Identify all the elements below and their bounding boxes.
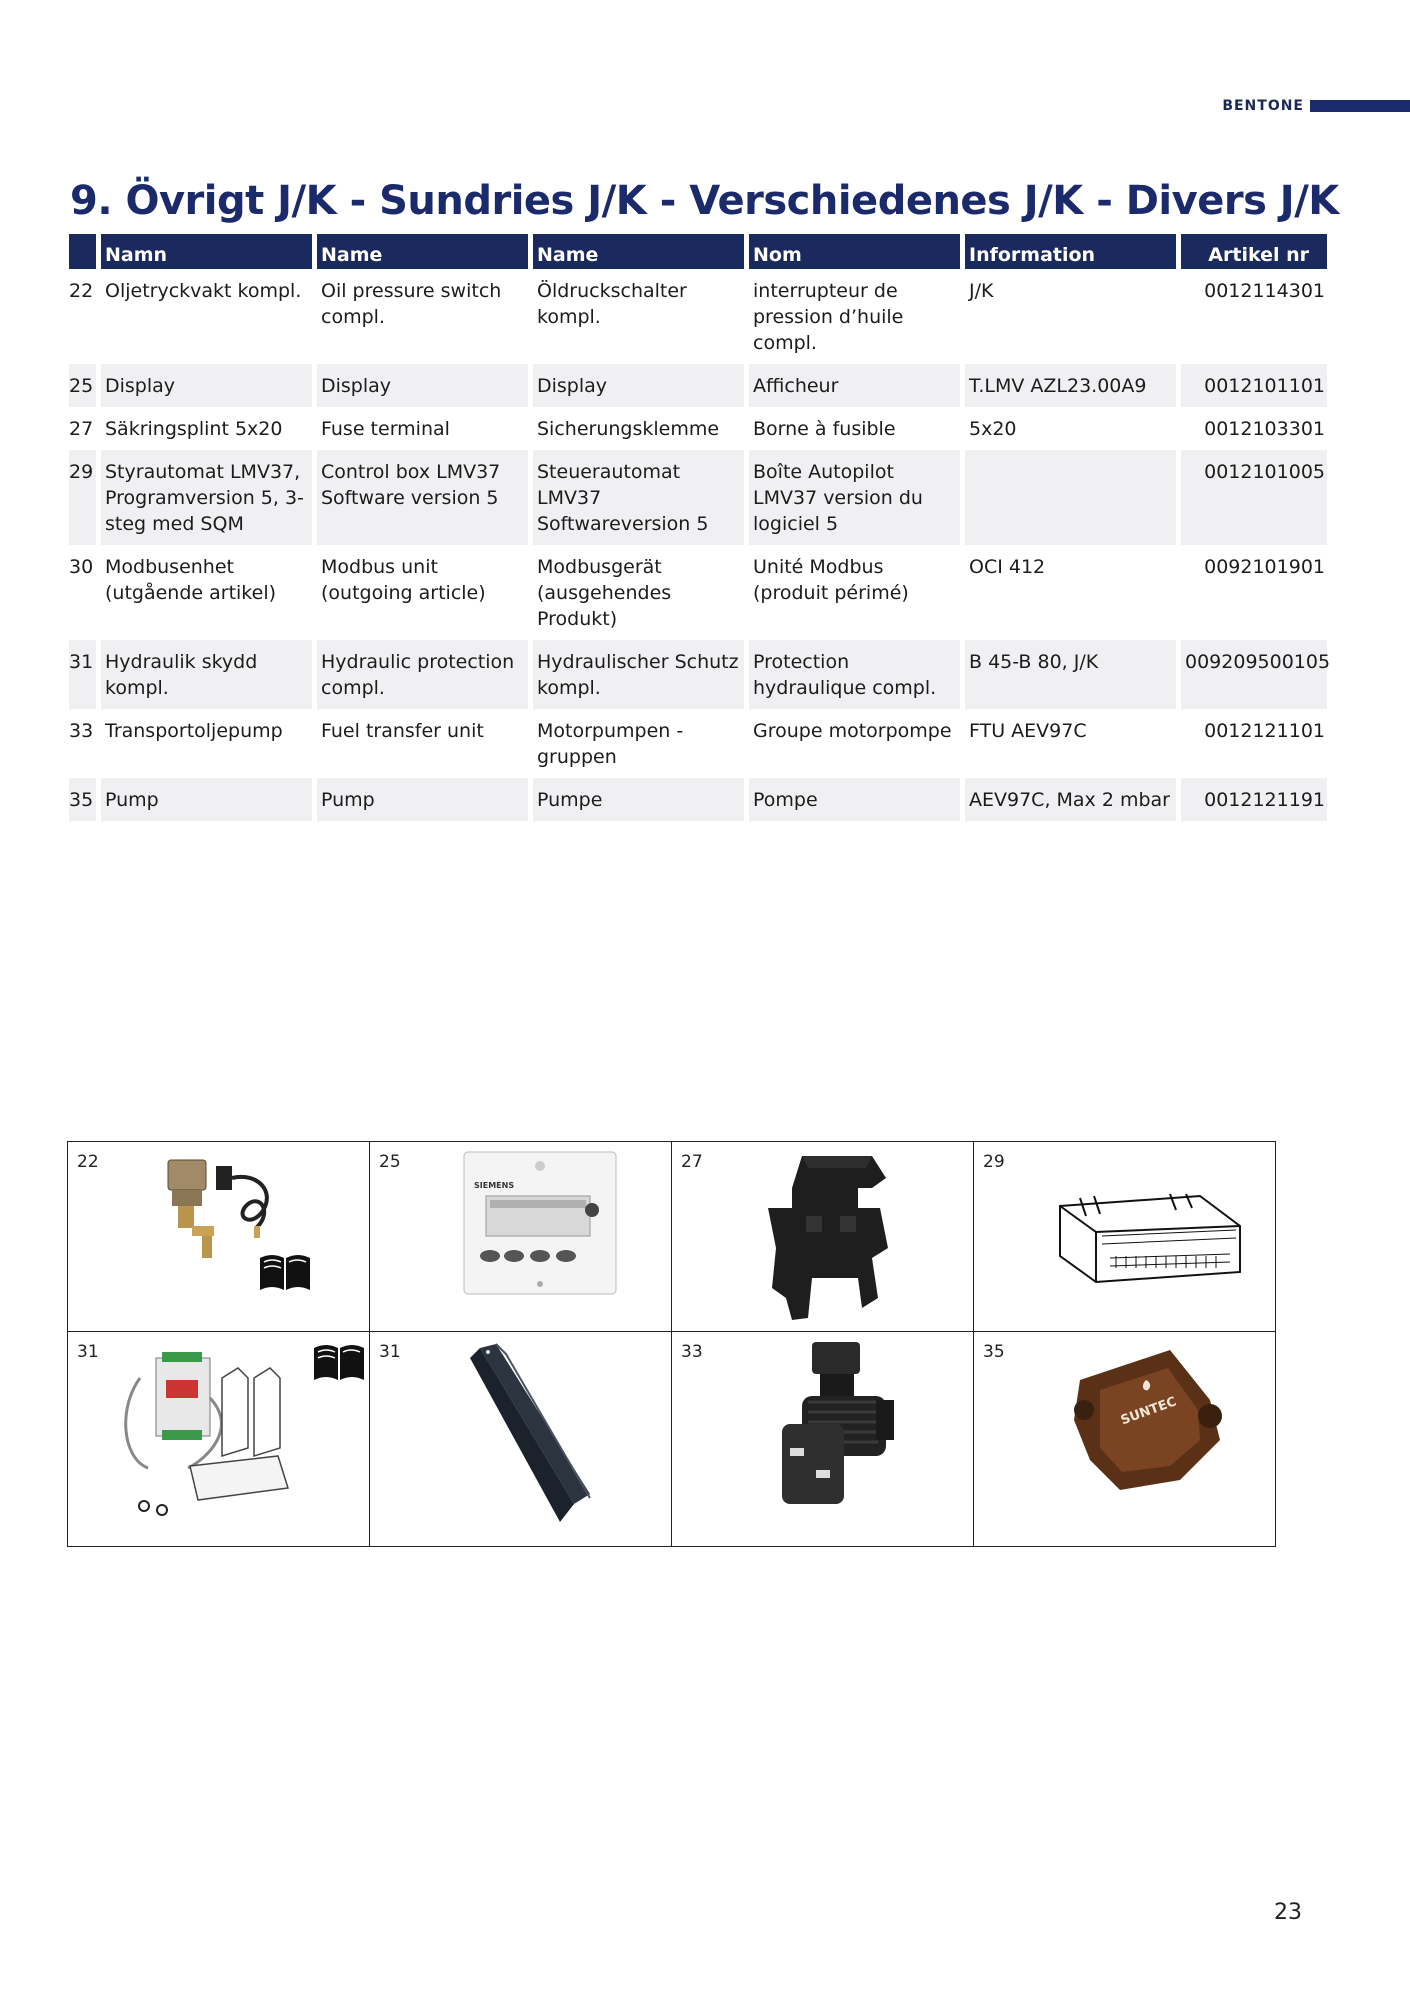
cell-name-fr: Boîte Autopilot LMV37 version du logiciel 5 [749, 450, 960, 545]
cell-name-de: Steuerautomat LMV37 Softwareversion 5 [533, 450, 744, 545]
figure-cell [68, 1142, 370, 1332]
table-row [69, 640, 1327, 709]
page-number: 23 [1274, 1900, 1302, 1925]
hydraulic-cover-icon [466, 1338, 596, 1538]
cell-name-fr: Protection hydraulique compl. [749, 640, 960, 709]
header-name-de: Name [533, 234, 744, 269]
cell-information: T.LMV AZL23.00A9 [965, 364, 1176, 407]
cell-name-sv: Säkringsplint 5x20 [105, 418, 283, 440]
cell-name-de: Hydraulischer Schutz kompl. [533, 640, 744, 709]
cell-name-fr: Pompe [749, 778, 960, 821]
cell-name-fr: Borne à fusible [753, 418, 896, 440]
figure-cell [672, 1142, 974, 1332]
brand-bar [1310, 100, 1410, 112]
cell-name-fr: interrupteur de pression d’huile compl. [753, 280, 904, 354]
cell-article-number: 0012101005 [1181, 450, 1327, 545]
figure-cell [974, 1142, 1276, 1332]
cell-name-sv: Hydraulik skydd kompl. [101, 640, 312, 709]
header-number [69, 234, 96, 269]
brand-name: BENTONE [1222, 98, 1304, 114]
figure-number: 22 [77, 1152, 99, 1172]
cell-information [965, 450, 1176, 545]
cell-information: J/K [969, 280, 994, 302]
cell-name-sv: Transportoljepump [105, 720, 283, 742]
cell-article-number: 009209500105 [1181, 640, 1327, 709]
table-row [69, 269, 1327, 364]
figure-number: 31 [77, 1342, 99, 1362]
cell-name-de: Sicherungsklemme [537, 418, 720, 440]
cell-name-de: Öldruckschalter kompl. [537, 280, 687, 328]
pump-brand-label: SUNTEC [1118, 1394, 1179, 1429]
table-row [69, 778, 1327, 821]
cell-name-sv: Pump [101, 778, 312, 821]
cell-information: B 45-B 80, J/K [965, 640, 1176, 709]
row-number: 30 [69, 556, 94, 578]
figure-number: 31 [379, 1342, 401, 1362]
cell-name-sv: Modbusenhet (utgående artikel) [105, 556, 277, 604]
cell-name-de: Modbusgerät (ausgehendes Produkt) [537, 556, 672, 630]
fuse-terminal-icon [762, 1148, 902, 1328]
page-title: 9. Övrigt J/K - Sundries J/K - Verschiedenes J/K - Divers J/K [70, 178, 1339, 224]
cell-name-fr: Unité Modbus (produit périmé) [753, 556, 909, 604]
figure-cell [370, 1332, 672, 1547]
table-row [69, 545, 1327, 640]
table-header-row [69, 234, 1327, 269]
cell-article-number: 0092101901 [1204, 556, 1325, 578]
cell-information: OCI 412 [969, 556, 1046, 578]
modbus-unit-icon [118, 1338, 318, 1538]
figure-grid [67, 1141, 1276, 1547]
figure-cell [974, 1332, 1276, 1547]
row-number: 33 [69, 720, 94, 742]
control-box-icon [1050, 1186, 1250, 1286]
cell-name-en: Fuel transfer unit [321, 720, 484, 742]
cell-name-sv: Styrautomat LMV37, Programversion 5, 3-steg med SQM [101, 450, 312, 545]
header-article-number: Artikel nr [1181, 234, 1327, 269]
display-panel-icon [460, 1148, 620, 1298]
cell-name-en: Oil pressure switch compl. [321, 280, 502, 328]
cell-name-de: Display [533, 364, 744, 407]
cell-information: FTU AEV97C [969, 720, 1087, 742]
table-row [69, 709, 1327, 778]
parts-table [64, 234, 1332, 821]
table-row [69, 364, 1327, 407]
figure-cell [672, 1332, 974, 1547]
cell-name-fr: Groupe motorpompe [753, 720, 952, 742]
row-number: 22 [69, 280, 94, 302]
motor-pump-icon [768, 1336, 908, 1536]
row-number: 35 [69, 778, 96, 821]
cell-name-de: Pumpe [533, 778, 744, 821]
manual-book-icon [310, 1340, 368, 1384]
cell-article-number: 0012114301 [1204, 280, 1325, 302]
header-name-en: Name [317, 234, 528, 269]
header-name-fr: Nom [749, 234, 960, 269]
header-name-sv: Namn [101, 234, 312, 269]
table-row [69, 407, 1327, 450]
cell-name-en: Hydraulic protection compl. [317, 640, 528, 709]
cell-name-de: Motorpumpen -gruppen [537, 720, 684, 768]
row-number: 27 [69, 418, 94, 440]
cell-name-en: Modbus unit (outgoing article) [321, 556, 486, 604]
row-number: 29 [69, 450, 96, 545]
figure-number: 29 [983, 1152, 1005, 1172]
cell-name-en: Display [317, 364, 528, 407]
figure-cell [370, 1142, 672, 1332]
cell-article-number: 0012101101 [1181, 364, 1327, 407]
pump-icon [1060, 1340, 1230, 1500]
cell-article-number: 0012121191 [1181, 778, 1327, 821]
manual-book-icon [256, 1250, 314, 1294]
cell-name-en: Fuse terminal [321, 418, 450, 440]
header-information: Information [965, 234, 1176, 269]
figure-number: 33 [681, 1342, 703, 1362]
figure-number: 35 [983, 1342, 1005, 1362]
figure-number: 27 [681, 1152, 703, 1172]
cell-name-fr: Afficheur [749, 364, 960, 407]
cell-name-sv: Display [101, 364, 312, 407]
brand-mark [1222, 98, 1410, 114]
figure-cell [68, 1332, 370, 1547]
row-number: 25 [69, 364, 96, 407]
cell-information: 5x20 [969, 418, 1017, 440]
cell-name-en: Pump [317, 778, 528, 821]
table-row [69, 450, 1327, 545]
figure-number: 25 [379, 1152, 401, 1172]
cell-name-sv: Oljetryckvakt kompl. [105, 280, 302, 302]
cell-article-number: 0012121101 [1204, 720, 1325, 742]
cell-name-en: Control box LMV37 Software version 5 [317, 450, 528, 545]
row-number: 31 [69, 640, 96, 709]
display-brand-label: SIEMENS [474, 1181, 515, 1190]
cell-article-number: 0012103301 [1204, 418, 1325, 440]
cell-information: AEV97C, Max 2 mbar [965, 778, 1176, 821]
